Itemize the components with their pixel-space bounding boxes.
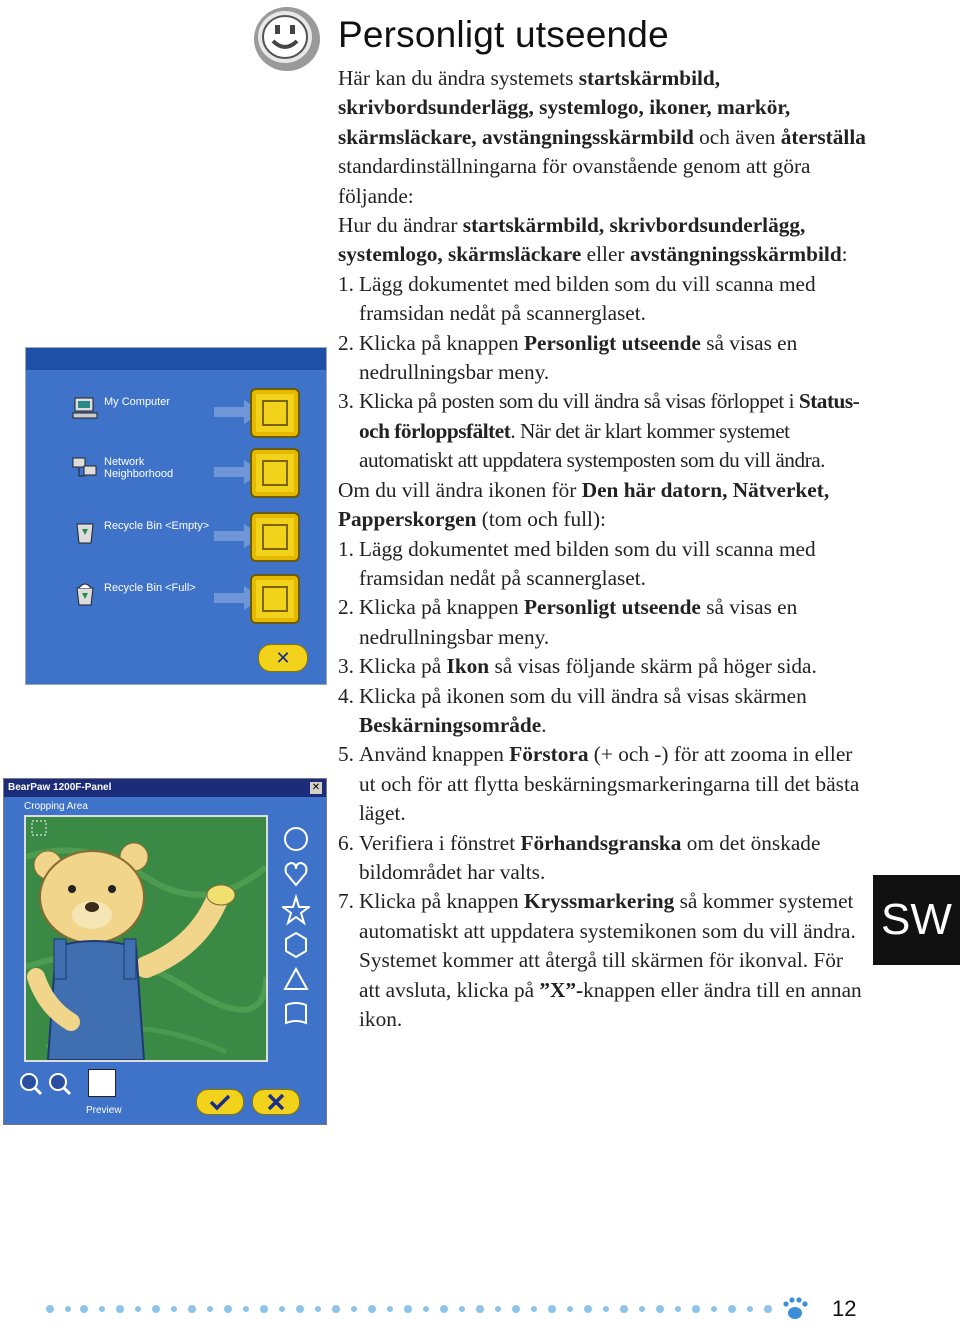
recycle-bin-full-icon [72,582,98,606]
hexagon-icon[interactable] [286,933,306,957]
shape-picker [282,825,310,1035]
recycle-bin-empty-icon [72,520,98,544]
list-item [338,682,868,741]
cropping-window-screenshot [3,778,327,1125]
icon-row-network[interactable] [26,444,326,502]
list-item [338,652,868,681]
text-run: knappen eller ändra till en annan ikon. [359,977,862,1031]
change-icon-button[interactable] [250,574,300,624]
preview-thumbnail [88,1069,116,1097]
text-run-bold: ”X”- [539,977,584,1002]
text-run-bold: Status- och förloppsfältet [359,389,860,443]
list-number: 3. [338,389,354,414]
icon-row-recycle-empty[interactable] [26,508,326,566]
change-icon-button[interactable] [250,448,300,498]
zoom-in-icon[interactable] [21,1074,41,1094]
page-title: Personligt utseende [338,14,669,55]
icon-panel-screenshot [25,347,327,685]
circle-icon[interactable] [285,828,307,850]
list-text [359,682,868,741]
heart-icon[interactable] [286,863,307,885]
language-badge: SW [873,875,960,965]
text-run-bold: Beskärningsområde [359,712,542,737]
text-run: Klicka på knappen [359,595,524,620]
text-run: så kommer systemet automatiskt att uppdatera systemikonen som du vill ändra. Systemet kommer att återgå till skärmen för ikonval. För att avsluta, klicka på [359,889,856,1002]
window-titlebar [4,779,326,797]
text-run: Klicka på knappen [359,889,524,914]
paw-print-icon [783,1297,807,1319]
icon-row-my-computer[interactable] [26,384,326,442]
list-text [359,652,868,681]
text-run: Klicka på [359,654,447,679]
bear-image [26,817,266,1060]
text-run: Klicka på ikonen som du vill ändra så visas skärmen [359,683,807,708]
window-close-button[interactable]: ✕ [311,782,321,793]
text-run-bold: Förhandsgranska [520,830,682,855]
change-icon-button[interactable] [250,388,300,438]
list-text: Lägg dokumentet med bilden som du vill scanna med framsidan nedåt på scannerglaset. [359,271,816,326]
list-item [338,829,868,888]
howto-paragraph [338,211,868,270]
text-run: (tom och full): [476,507,606,532]
star-icon[interactable] [283,897,309,923]
zoom-controls [18,1071,78,1097]
window-title: BearPaw 1200F-Panel [8,782,112,793]
cropping-canvas[interactable] [24,815,268,1062]
text-run: . [541,712,547,737]
close-button[interactable]: ✕ [258,644,308,672]
page-number: 12 [832,1296,857,1321]
text-run: Verifiera i fönstret [359,830,521,855]
intro-paragraph [338,64,868,211]
text-run: så visas en nedrullningsbar meny. [359,330,798,385]
text-run-bold: Kryssmarkering [524,889,675,914]
row-label: Recycle Bin <Full> [104,582,196,594]
list-item [338,593,868,652]
list-number: 2. [338,330,354,355]
text-run: eller [581,242,630,267]
text-run: (+ och -) för att zooma in eller ut och för att flytta beskärningsmarkeringarna till det bästa läget. [359,742,860,826]
text-run-bold: Den här datorn, Nätverket, Papperskorgen [338,477,830,532]
change-icon-button[interactable] [250,512,300,562]
text-run-bold: startskärmbild, skrivbordsunderlägg, systemlogo, ikoner, markör, skärmsläckare, avstängningsskärmbild [338,66,791,149]
decorative-dot-border [40,1295,810,1321]
text-run: Här kan du ändra systemets [338,66,579,90]
text-run: om det önskade bildområdet har valts. [359,830,821,884]
list-item [338,740,868,828]
computer-icon [72,396,98,420]
list-item [338,329,868,388]
icon-change-paragraph [338,476,868,535]
text-run-bold: Förstora [509,742,589,767]
list-text [359,887,868,1034]
text-run: . När det är klart kommer systemet automatiskt att uppdatera systemposten som du vill ändra. [359,418,825,473]
cropping-area-label: Cropping Area [24,801,88,812]
smiley-face-icon [252,5,322,73]
cancel-button[interactable] [252,1089,300,1115]
text-run-bold: Personligt utseende [524,595,701,620]
list-number: 1. [338,271,354,296]
list-number: 3. [338,654,354,679]
row-label: My Computer [104,396,171,408]
list-number: 6. [338,830,354,855]
list-item [338,535,868,594]
list-number: 7. [338,889,354,914]
text-run: så visas en nedrullningsbar meny. [359,595,798,649]
triangle-icon[interactable] [285,969,307,989]
panel-top-bar [26,348,326,370]
preview-label: Preview [86,1105,122,1116]
list-number: 4. [338,683,354,708]
close-icon [253,1090,299,1114]
list-number: 2. [338,595,354,620]
list-text [359,740,868,828]
text-run-bold: startskärmbild, skrivbordsunderlägg, systemlogo, skärmsläckare [338,213,806,267]
text-run: Klicka på posten som du vill ändra så visas förloppet i [359,389,799,414]
list-text [359,387,868,475]
text-run: Hur du ändrar [338,213,463,238]
row-label: Recycle Bin <Empty> [104,520,210,532]
list-text [359,593,868,652]
list-text: Lägg dokumentet med bilden som du vill scanna med framsidan nedåt på scannerglaset. [359,536,816,590]
text-run: så visas följande skärm på höger sida. [489,654,817,679]
list-text [359,829,868,888]
zoom-out-icon[interactable] [50,1074,70,1094]
scroll-icon[interactable] [286,1003,306,1023]
list-number: 5. [338,742,354,767]
confirm-button[interactable] [196,1089,244,1115]
text-run: och även [693,124,781,149]
list-item [338,270,868,329]
text-run-bold: Personligt utseende [524,330,701,355]
text-run: : [841,242,848,267]
icon-row-recycle-full[interactable] [26,570,326,628]
checkmark-icon [197,1090,243,1114]
text-run: Om du vill ändra ikonen för [338,477,582,502]
text-run: standardinställningarna för ovanstående genom att göra följande: [338,154,811,208]
row-label: Network Neighborhood [104,456,174,480]
text-run-bold: Ikon [446,654,490,679]
network-icon [72,456,98,480]
list-item [338,387,868,475]
text-run: Använd knappen [359,742,510,767]
list-number: 1. [338,536,354,561]
text-run: Klicka på knappen [359,330,524,355]
list-item [338,887,868,1034]
text-run-bold: avstängningsskärmbild [629,242,842,267]
list-text [359,329,868,388]
main-text [338,64,868,1034]
text-run-bold: återställa [780,124,866,149]
